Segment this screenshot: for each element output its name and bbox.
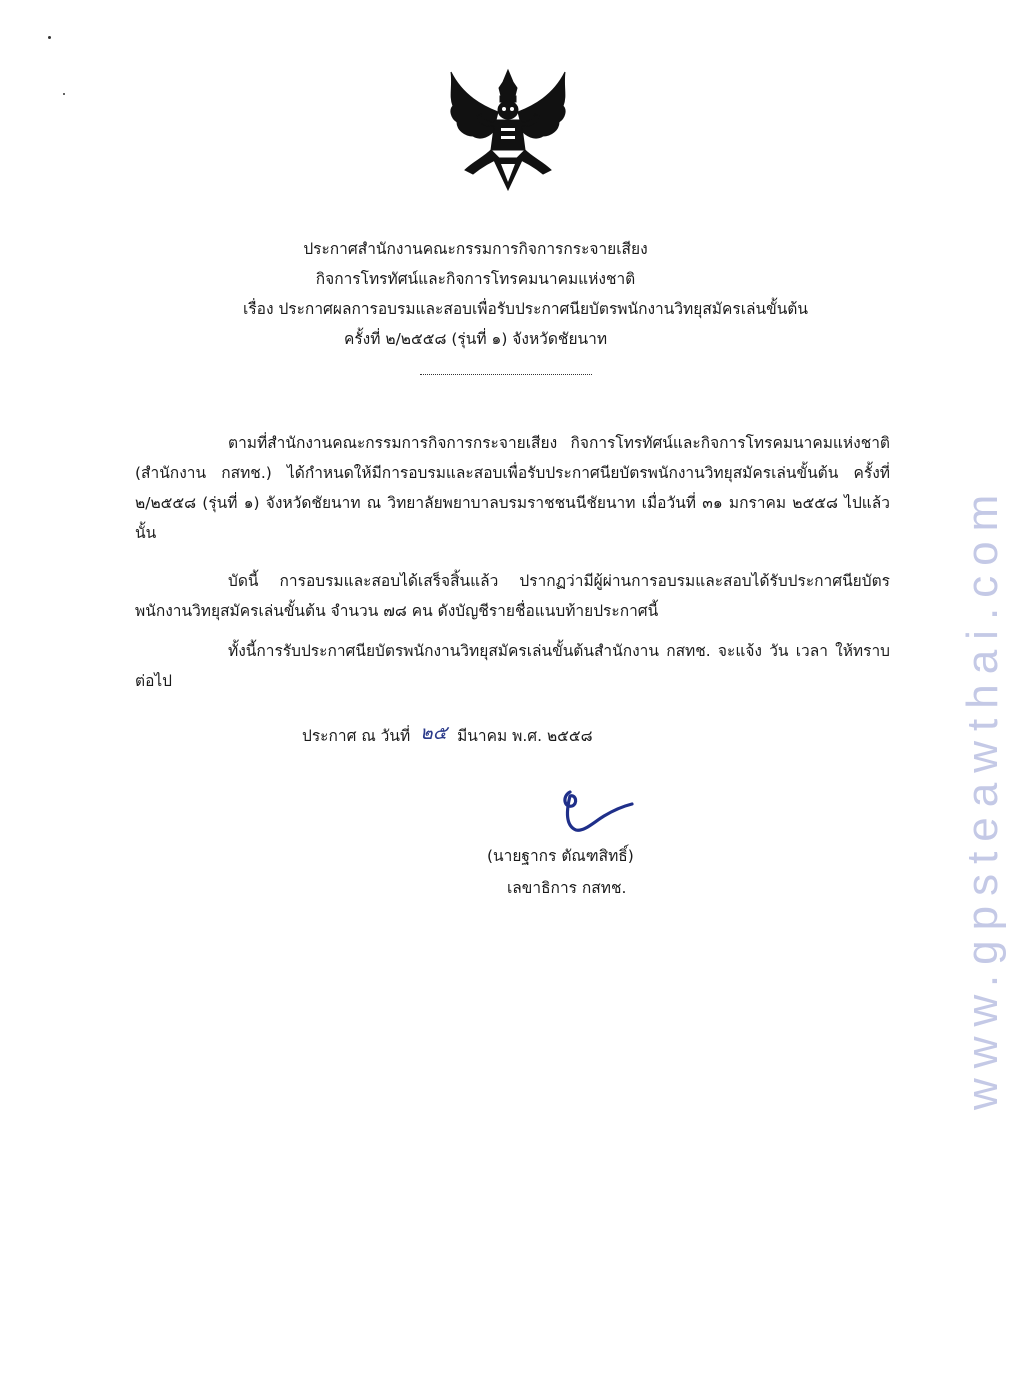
- announcement-suffix: มีนาคม พ.ศ. ๒๕๕๘: [457, 727, 593, 745]
- paragraph-1-text: ตามที่สำนักงานคณะกรรมการกิจการกระจายเสียง กิจการโทรทัศน์และกิจการโทรคมนาคมแห่งชาติ (สำนักงาน กสทช.) ได้กำหนดให้มีการอบรมและสอบเพื่อรับประกาศนียบัตรพนักงานวิทยุสมัครเล่นขั้นต้น ครั้งที่ ๒/๒๕๕๘ (รุ่นที่ ๑) จังหวัดชัยนาท ณ วิทยาลัยพยาบาลบรมราชชนนีชัยนาท เมื่อวันที่ ๓๑ มกราคม ๒๕๕๘ ไปแล้ว นั้น: [135, 434, 890, 542]
- header-session: ครั้งที่ ๒/๒๕๕๘ (รุ่นที่ ๑) จังหวัดชัยนาท: [343, 330, 608, 348]
- body-paragraph-2: [135, 566, 890, 626]
- signer-name: (นายฐากร ตัณฑสิทธิ์): [487, 847, 634, 865]
- announcement-date-line: [302, 720, 593, 751]
- scan-speck: [48, 36, 51, 39]
- paragraph-3-text: ทั้งนี้การรับประกาศนียบัตรพนักงานวิทยุสมัครเล่นขั้นต้นสำนักงาน กสทช. จะแจ้ง วัน เวลา ให้ทราบต่อไป: [135, 642, 890, 690]
- dotted-divider: [420, 370, 592, 375]
- header-line-2: กิจการโทรทัศน์และกิจการโทรคมนาคมแห่งชาติ: [315, 270, 636, 288]
- watermark-text: www.gpsteawthai.com: [958, 484, 1007, 1110]
- garuda-emblem-icon: [443, 66, 573, 194]
- header-line-1: ประกาศสำนักงานคณะกรรมการกิจการกระจายเสียง: [303, 240, 648, 258]
- signature-icon: [560, 782, 640, 842]
- paragraph-2-text: บัดนี้ การอบรมและสอบได้เสร็จสิ้นแล้ว ปรากฏว่ามีผู้ผ่านการอบรมและสอบได้รับประกาศนียบัตรพนักงานวิทยุสมัครเล่นขั้นต้น จำนวน ๗๘ คน ดังบัญชีรายชื่อแนบท้ายประกาศนี้: [135, 572, 890, 620]
- header-subject: เรื่อง ประกาศผลการอบรมและสอบเพื่อรับประกาศนียบัตรพนักงานวิทยุสมัครเล่นขั้นต้น: [243, 300, 808, 318]
- signer-title: เลขาธิการ กสทช.: [507, 879, 627, 897]
- handwritten-day: ๒๕: [420, 722, 448, 744]
- scan-speck: [63, 93, 65, 95]
- body-paragraph-3: [135, 636, 890, 696]
- body-paragraph-1: [135, 428, 890, 548]
- announcement-prefix: ประกาศ ณ วันที่: [302, 727, 411, 745]
